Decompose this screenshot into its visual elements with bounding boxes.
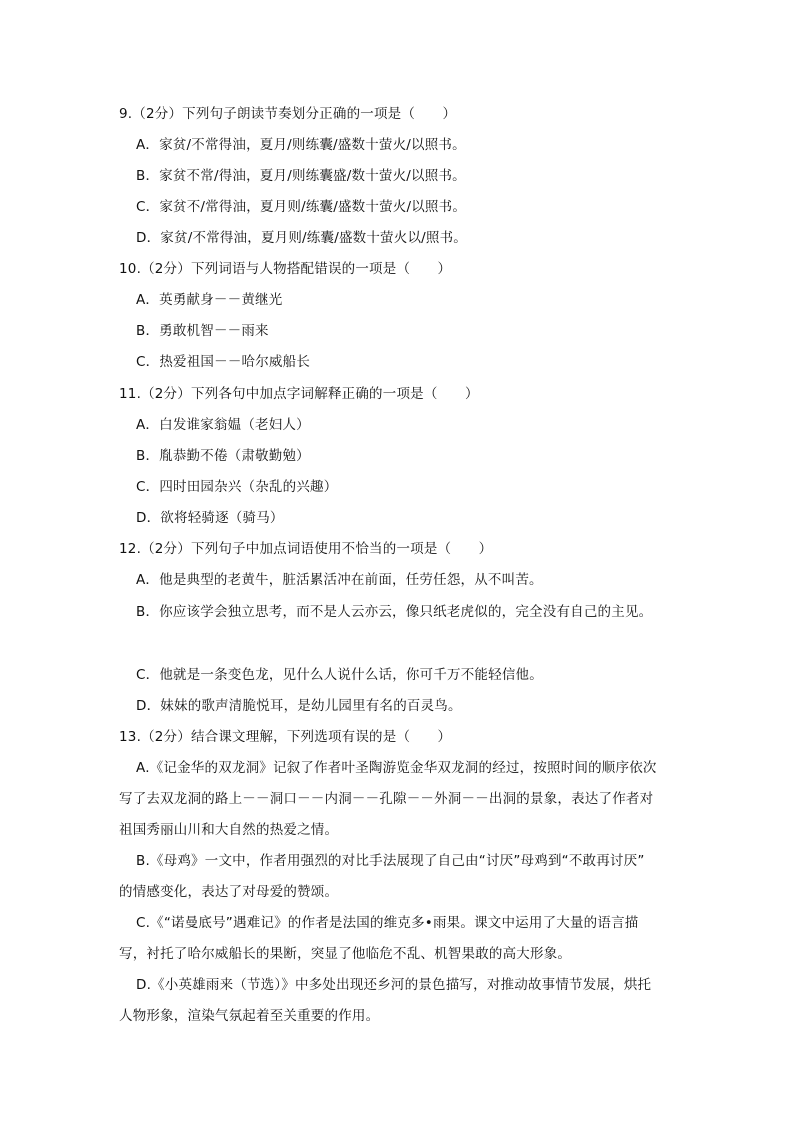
question-13-option-d-line-1: D.《小英雄雨来（节选）》中多处出现还乡河的景色描写，对推动故事情节发展，烘托 [136,977,652,993]
question-10-option-b: B．勇敢机智－－雨来 [136,323,269,339]
question-13-option-c-line-2: 写，衬托了哈尔威船长的果断，突显了他临危不乱、机智果敢的高大形象。 [119,946,572,962]
question-9-option-a: A．家贫/不常得油，夏月/则练囊/盛数十萤火/以照书。 [136,137,466,153]
question-11-option-d: D．欲将轻骑逐（骑马） [136,510,284,526]
question-13-stem: 13.（2分）结合课文理解，下列选项有误的是（ ） [119,729,452,745]
question-11-stem: 11.（2分）下列各句中加点字词解释正确的一项是（ ） [119,386,479,402]
question-13-option-a-line-2: 写了去双龙洞的路上－－洞口－－内洞－－孔隙－－外洞－－出洞的景象，表达了作者对 [119,791,654,807]
question-13-option-a-line-1: A.《记金华的双龙洞》记叙了作者叶圣陶游览金华双龙洞的经过，按照时间的顺序依次 [136,760,657,776]
question-10-option-c: C．热爱祖国－－哈尔威船长 [136,354,311,370]
question-13-option-d-line-2: 人物形象，渲染气氛起着至关重要的作用。 [119,1008,380,1024]
question-12-option-c: C．他就是一条变色龙，见什么人说什么话，你可千万不能轻信他。 [136,667,543,683]
question-13-option-b-line-2: 的情感变化，表达了对母爱的赞颂。 [119,884,339,900]
question-12-option-a: A．他是典型的老黄牛，脏活累活冲在前面，任劳任怨，从不叫苦。 [136,572,543,588]
question-13-option-c-line-1: C.《“诺曼底号”遇难记》的作者是法国的维克多•雨果。课文中运用了大量的语言描 [136,915,639,931]
question-9-stem: 9.（2分）下列句子朗读节奏划分正确的一项是（ ） [119,106,457,122]
question-9-option-d: D．家贫/不常得油，夏月则/练囊/盛数十萤火以/照书。 [136,230,467,246]
question-10-option-a: A．英勇献身－－黄继光 [136,292,283,308]
question-13-option-b-line-1: B.《母鸡》一文中，作者用强烈的对比手法展现了自己由“讨厌”母鸡到“不敢再讨厌” [136,853,645,869]
question-9-option-c: C．家贫不/常得油，夏月则/练囊/盛数十萤火/以照书。 [136,199,467,215]
question-12-stem: 12.（2分）下列句子中加点词语使用不恰当的一项是（ ） [119,541,493,557]
question-11-option-c: C．四时田园杂兴（杂乱的兴趣） [136,479,338,495]
question-9-option-b: B．家贫不常/得油，夏月/则练囊盛/数十萤火/以照书。 [136,168,466,184]
question-12-option-b: B．你应该学会独立思考，而不是人云亦云，像只纸老虎似的，完全没有自己的主见。 [136,604,653,620]
question-11-option-b: B．胤恭勤不倦（肃敬勤勉） [136,448,310,464]
question-12-option-d: D．妹妹的歌声清脆悦耳，是幼儿园里有名的百灵鸟。 [136,698,462,714]
question-11-option-a: A．白发谁家翁媪（老妇人） [136,417,310,433]
question-10-stem: 10.（2分）下列词语与人物搭配错误的一项是（ ） [119,261,452,277]
question-13-option-a-line-3: 祖国秀丽山川和大自然的热爱之情。 [119,822,339,838]
